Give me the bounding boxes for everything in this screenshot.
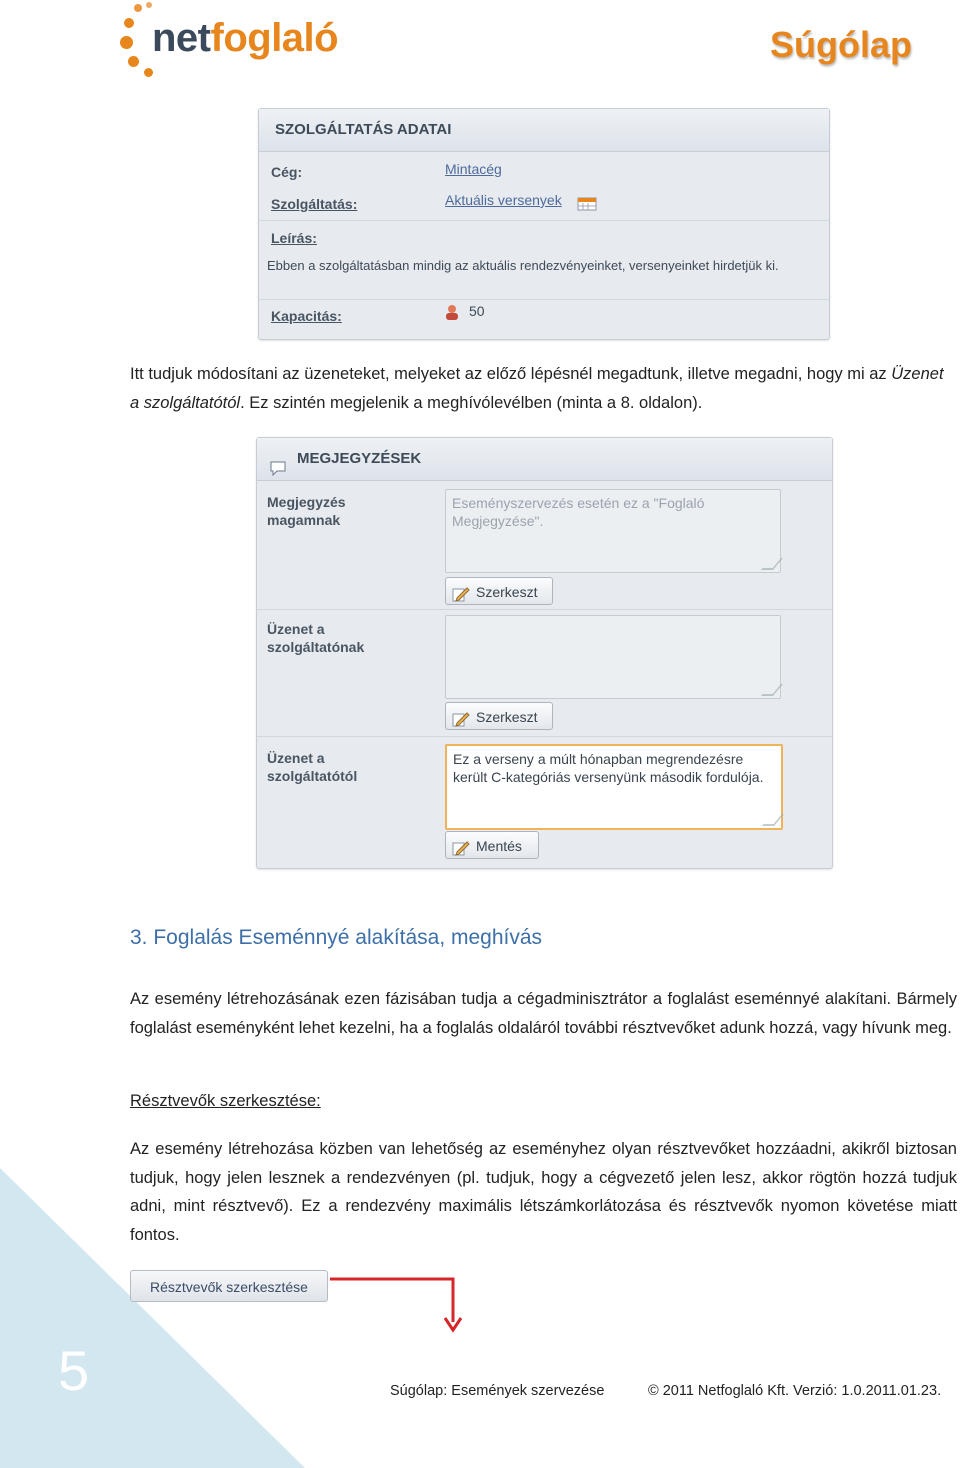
notes-panel-header <box>257 438 832 481</box>
company-label: Cég: <box>271 164 303 180</box>
participants-subheading: Résztvevők szerkesztése: <box>130 1092 321 1110</box>
section-paragraph-1: Az esemény létrehozásának ezen fázisában tudja a cégadminisztrátor a foglalást eseménnyé alakítani. Bármely foglalást eseményként lehet kezelni, ha a foglalás oldaláról további résztvevőket adunk hozzá, vagy hívunk meg. <box>130 990 957 1037</box>
footer-right: © 2011 Netfoglaló Kft. Verzió: 1.0.2011.01.23. <box>648 1383 942 1399</box>
calendar-icon[interactable] <box>577 195 597 211</box>
notes-panel <box>256 437 833 869</box>
intro-paragraph: Itt tudjuk módosítani az üzeneteket, melyeket az előző lépésnél megadtunk, illetve megadni, hogy mi az Üzenet a szolgáltatótól. Ez szintén megjelenik a meghívólevélben (minta a 8. oldalon). <box>130 365 944 412</box>
pencil-icon <box>452 837 470 853</box>
msg-to-provider-label: Üzenet a szolgáltatónak <box>267 621 365 655</box>
netfoglalo-logo: netfoglaló <box>120 2 380 82</box>
edit-button-2[interactable]: Szerkeszt <box>445 702 553 730</box>
service-label: Szolgáltatás: <box>271 196 358 212</box>
footer-left: Súgólap: Események szervezése <box>390 1383 605 1399</box>
notes-panel-title: MEGJEGYZÉSEK <box>297 450 422 467</box>
sugolap-title: Súgólap <box>770 24 912 65</box>
capacity-label: Kapacitás: <box>271 308 342 324</box>
msg-to-provider-textarea[interactable] <box>445 615 781 699</box>
speech-bubble-icon <box>269 451 287 467</box>
msg-from-provider-textarea[interactable]: Ez a verseny a múlt hónapban megrendezésre került C-kategóriás versenyünk második fordulója. <box>445 744 783 830</box>
pencil-icon <box>452 583 470 599</box>
page-number: 5 <box>58 1339 90 1402</box>
description-text: Ebben a szolgáltatásban mindig az aktuális rendezvényeinket, versenyeinket hirdetjük ki. <box>267 258 779 273</box>
description-label: Leírás: <box>271 230 317 246</box>
person-icon <box>445 304 459 320</box>
service-panel-title: SZOLGÁLTATÁS ADATAI <box>259 109 829 152</box>
save-button[interactable]: Mentés <box>445 831 539 859</box>
company-link[interactable]: Mintacég <box>445 161 502 177</box>
msg-from-provider-label: Üzenet a szolgáltatótól <box>267 750 358 784</box>
edit-button-1[interactable]: Szerkeszt <box>445 577 553 605</box>
service-link[interactable]: Aktuális versenyek <box>445 192 562 208</box>
section-paragraph-2: Az esemény létrehozása közben van lehetőség az eseményhez olyan résztvevőket hozzáadni, akikről biztosan tudjuk, hogy jelen lesznek a rendezvényen (pl. tudjuk, hogy a cégvezető jelen lesz, akkor rögtön hozzá tudjuk adni, mint résztvevő). Ez a rendezvény maximális létszámkorlátozása és résztvevők nyomon követése miatt fontos. <box>130 1140 957 1244</box>
capacity-value: 50 <box>469 303 485 319</box>
pencil-icon <box>452 708 470 724</box>
section-title: 3. Foglalás Eseménnyé alakítása, meghívás <box>130 926 543 949</box>
note-self-textarea[interactable]: Eseményszervezés esetén ez a "Foglaló Megjegyzése". <box>445 489 781 573</box>
edit-participants-button[interactable]: Résztvevők szerkesztése <box>130 1270 328 1302</box>
note-self-label: Megjegyzés magamnak <box>267 494 346 528</box>
red-arrow <box>328 1272 463 1334</box>
service-details-panel <box>258 108 830 340</box>
